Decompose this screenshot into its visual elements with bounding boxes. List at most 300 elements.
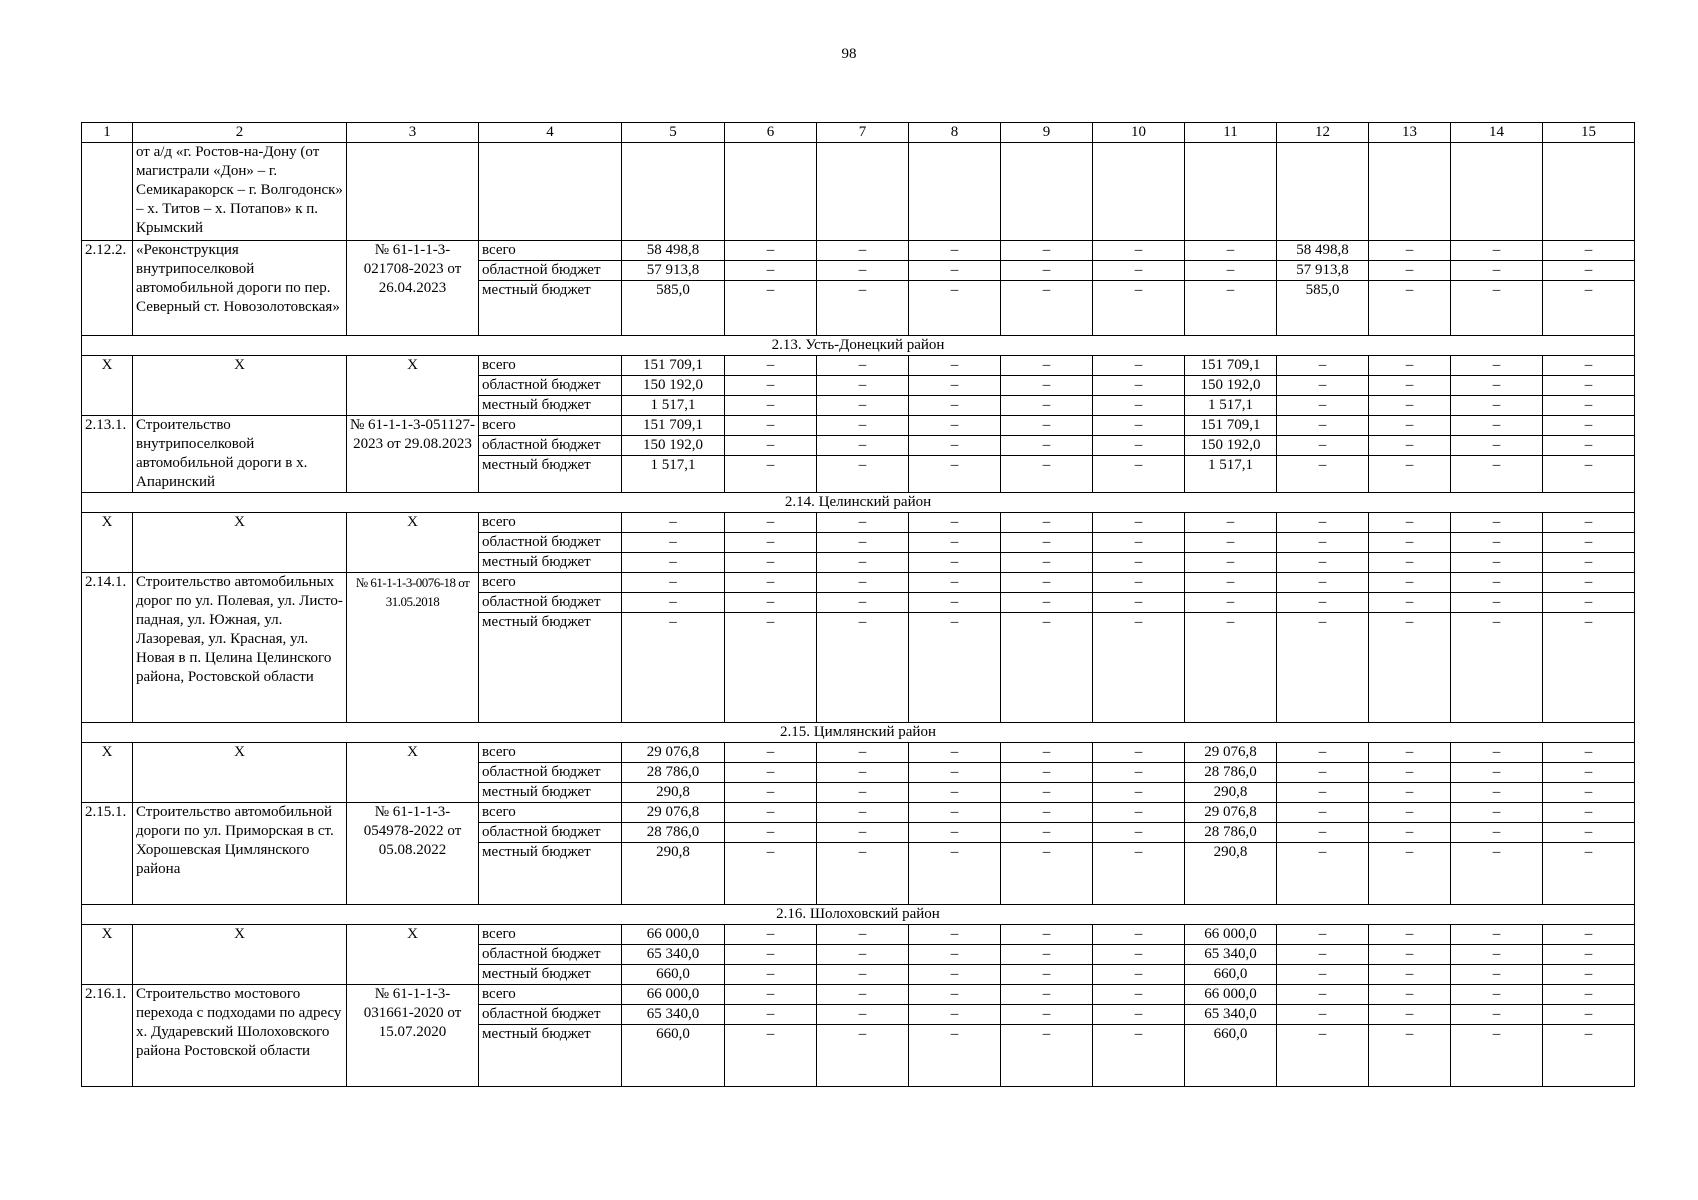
amount-cell: 585,0 [622, 281, 725, 336]
amount-cell: 290,8 [622, 843, 725, 905]
dash-cell: – [1451, 573, 1543, 593]
dash-cell: – [1543, 1025, 1635, 1087]
dash-cell: – [909, 356, 1001, 376]
dash-cell: – [909, 281, 1001, 336]
section-title: 2.14. Целинский район [82, 493, 1635, 513]
dash-cell: – [1543, 533, 1635, 553]
dash-cell: – [1369, 965, 1451, 985]
dash-cell: – [1277, 985, 1369, 1005]
dash-cell: – [1543, 416, 1635, 436]
section-title: 2.16. Шолоховский район [82, 905, 1635, 925]
amount-cell: 65 340,0 [1185, 1005, 1277, 1025]
budget-label: местный бюджет [479, 965, 622, 985]
dash-cell: – [909, 593, 1001, 613]
dash-cell: – [1093, 281, 1185, 336]
dash-cell: – [1001, 1025, 1093, 1087]
dash-cell: – [1277, 456, 1369, 493]
empty-cell [725, 143, 817, 241]
budget-label: областной бюджет [479, 533, 622, 553]
dash-cell: – [1277, 436, 1369, 456]
dash-cell: – [1093, 456, 1185, 493]
table-row [82, 803, 1635, 823]
amount-cell: 28 786,0 [1185, 823, 1277, 843]
dash-cell: – [725, 843, 817, 905]
budget-label: областной бюджет [479, 593, 622, 613]
dash-cell: – [1451, 843, 1543, 905]
amount-cell: 290,8 [1185, 843, 1277, 905]
budget-label: всего [479, 985, 622, 1005]
budget-label: всего [479, 743, 622, 763]
dash-cell: – [1543, 356, 1635, 376]
dash-cell: – [1369, 945, 1451, 965]
section-title: 2.13. Усть-Донецкий район [82, 336, 1635, 356]
dash-cell: – [725, 376, 817, 396]
dash-cell: – [725, 783, 817, 803]
budget-label: областной бюджет [479, 376, 622, 396]
dash-cell: – [725, 573, 817, 593]
dash-cell: – [1369, 803, 1451, 823]
dash-cell: – [817, 763, 909, 783]
dash-cell: – [1543, 613, 1635, 723]
item-number: 2.15.1. [82, 803, 133, 905]
dash-cell: – [817, 573, 909, 593]
empty-cell [909, 143, 1001, 241]
dash-cell: – [1369, 456, 1451, 493]
dash-cell: – [725, 356, 817, 376]
table-row [82, 513, 1635, 533]
dash-cell: – [1277, 1025, 1369, 1087]
budget-label: всего [479, 241, 622, 261]
dash-cell: – [1369, 985, 1451, 1005]
amount-cell: 28 786,0 [622, 823, 725, 843]
dash-cell: – [1093, 356, 1185, 376]
item-number: 2.14.1. [82, 573, 133, 723]
dash-cell: – [1093, 533, 1185, 553]
dash-cell: – [909, 376, 1001, 396]
dash-cell: – [817, 281, 909, 336]
dash-cell: – [1093, 783, 1185, 803]
dash-cell: – [1093, 593, 1185, 613]
x-marker: X [82, 513, 133, 573]
budget-table [81, 122, 1635, 1087]
dash-cell: – [1185, 241, 1277, 261]
dash-cell: – [1369, 925, 1451, 945]
dash-cell: – [909, 241, 1001, 261]
dash-cell: – [1543, 593, 1635, 613]
dash-cell: – [1001, 763, 1093, 783]
amount-cell: 28 786,0 [622, 763, 725, 783]
dash-cell: – [1369, 356, 1451, 376]
dash-cell: – [1543, 743, 1635, 763]
empty-cell [479, 143, 622, 241]
header-cell: 10 [1093, 123, 1185, 143]
empty-cell [817, 143, 909, 241]
dash-cell: – [909, 416, 1001, 436]
amount-cell: 150 192,0 [622, 376, 725, 396]
budget-label: всего [479, 356, 622, 376]
dash-cell: – [817, 743, 909, 763]
dash-cell: – [622, 593, 725, 613]
item-number: 2.12.2. [82, 241, 133, 336]
dash-cell: – [725, 1005, 817, 1025]
table-row [82, 356, 1635, 376]
page-number: 98 [841, 46, 857, 62]
amount-cell: 150 192,0 [622, 436, 725, 456]
dash-cell: – [622, 573, 725, 593]
dash-cell: – [1277, 1005, 1369, 1025]
x-marker: X [82, 925, 133, 985]
budget-label: областной бюджет [479, 261, 622, 281]
amount-cell: 290,8 [1185, 783, 1277, 803]
dash-cell: – [1093, 803, 1185, 823]
dash-cell: – [909, 763, 1001, 783]
dash-cell: – [1277, 613, 1369, 723]
dash-cell: – [1451, 513, 1543, 533]
document-number: № 61-1-1-3-054978-2022 от 05.08.2022 [347, 803, 479, 905]
amount-cell: 151 709,1 [622, 356, 725, 376]
dash-cell: – [817, 613, 909, 723]
dash-cell: – [1451, 945, 1543, 965]
object-name: Строительство мостового перехода с подходами по адресу х. Дударевский Шолоховского района Ростовской области [133, 985, 347, 1087]
dash-cell: – [1093, 985, 1185, 1005]
dash-cell: – [1451, 456, 1543, 493]
dash-cell: – [725, 965, 817, 985]
dash-cell: – [909, 1005, 1001, 1025]
dash-cell: – [817, 843, 909, 905]
amount-cell: 65 340,0 [622, 1005, 725, 1025]
dash-cell: – [909, 553, 1001, 573]
dash-cell: – [1185, 613, 1277, 723]
amount-cell: 58 498,8 [622, 241, 725, 261]
dash-cell: – [725, 985, 817, 1005]
dash-cell: – [1093, 945, 1185, 965]
budget-label: местный бюджет [479, 396, 622, 416]
dash-cell: – [1543, 925, 1635, 945]
dash-cell: – [1001, 925, 1093, 945]
dash-cell: – [1369, 533, 1451, 553]
document-number: № 61-1-1-3-0076-18 от 31.05.2018 [347, 573, 479, 723]
x-marker: X [133, 513, 347, 573]
dash-cell: – [909, 456, 1001, 493]
header-cell: 3 [347, 123, 479, 143]
x-marker: X [347, 925, 479, 985]
dash-cell: – [1093, 513, 1185, 533]
dash-cell: – [1093, 416, 1185, 436]
amount-cell: 150 192,0 [1185, 436, 1277, 456]
budget-label: всего [479, 925, 622, 945]
dash-cell: – [817, 513, 909, 533]
dash-cell: – [1001, 965, 1093, 985]
dash-cell: – [1451, 763, 1543, 783]
dash-cell: – [1369, 783, 1451, 803]
dash-cell: – [725, 416, 817, 436]
dash-cell: – [1277, 843, 1369, 905]
dash-cell: – [1543, 553, 1635, 573]
dash-cell: – [725, 281, 817, 336]
dash-cell: – [817, 376, 909, 396]
dash-cell: – [1277, 823, 1369, 843]
dash-cell: – [1093, 241, 1185, 261]
dash-cell: – [1543, 513, 1635, 533]
dash-cell: – [1543, 281, 1635, 336]
section-row [82, 493, 1635, 513]
amount-cell: 66 000,0 [1185, 985, 1277, 1005]
x-marker: X [347, 356, 479, 416]
dash-cell: – [1093, 1005, 1185, 1025]
budget-label: областной бюджет [479, 1005, 622, 1025]
x-marker: X [347, 513, 479, 573]
dash-cell: – [1277, 513, 1369, 533]
amount-cell: 660,0 [622, 965, 725, 985]
dash-cell: – [1093, 823, 1185, 843]
dash-cell: – [622, 533, 725, 553]
budget-label: местный бюджет [479, 843, 622, 905]
dash-cell: – [1001, 241, 1093, 261]
dash-cell: – [1001, 456, 1093, 493]
table-row [82, 416, 1635, 436]
dash-cell: – [1001, 513, 1093, 533]
object-name: Строительство автомобильной дороги по ул. Приморская в ст. Хорошевская Цимлянского района [133, 803, 347, 905]
header-cell: 14 [1451, 123, 1543, 143]
amount-cell: 29 076,8 [1185, 803, 1277, 823]
dash-cell: – [725, 553, 817, 573]
table-row [82, 573, 1635, 593]
budget-label: областной бюджет [479, 436, 622, 456]
dash-cell: – [1543, 843, 1635, 905]
dash-cell: – [725, 436, 817, 456]
dash-cell: – [1369, 1025, 1451, 1087]
dash-cell: – [725, 593, 817, 613]
dash-cell: – [725, 743, 817, 763]
dash-cell: – [1001, 593, 1093, 613]
section-row [82, 905, 1635, 925]
dash-cell: – [817, 553, 909, 573]
dash-cell: – [1277, 376, 1369, 396]
dash-cell: – [1093, 965, 1185, 985]
dash-cell: – [1451, 356, 1543, 376]
dash-cell: – [725, 803, 817, 823]
dash-cell: – [1543, 1005, 1635, 1025]
dash-cell: – [1543, 573, 1635, 593]
amount-cell: 57 913,8 [1277, 261, 1369, 281]
header-cell: 9 [1001, 123, 1093, 143]
dash-cell: – [1277, 416, 1369, 436]
dash-cell: – [1277, 925, 1369, 945]
dash-cell: – [1451, 743, 1543, 763]
dash-cell: – [725, 396, 817, 416]
empty-cell [1185, 143, 1277, 241]
x-marker: X [133, 925, 347, 985]
budget-label: местный бюджет [479, 613, 622, 723]
dash-cell: – [909, 396, 1001, 416]
dash-cell: – [1001, 1005, 1093, 1025]
dash-cell: – [1093, 743, 1185, 763]
amount-cell: 1 517,1 [1185, 396, 1277, 416]
dash-cell: – [1277, 533, 1369, 553]
dash-cell: – [725, 533, 817, 553]
amount-cell: 151 709,1 [1185, 356, 1277, 376]
budget-label: местный бюджет [479, 783, 622, 803]
dash-cell: – [1001, 823, 1093, 843]
dash-cell: – [909, 985, 1001, 1005]
dash-cell: – [909, 843, 1001, 905]
amount-cell: 290,8 [622, 783, 725, 803]
dash-cell: – [909, 513, 1001, 533]
dash-cell: – [817, 356, 909, 376]
dash-cell: – [817, 925, 909, 945]
dash-cell: – [1543, 783, 1635, 803]
dash-cell: – [1369, 743, 1451, 763]
dash-cell: – [1001, 843, 1093, 905]
dash-cell: – [909, 783, 1001, 803]
dash-cell: – [1369, 1005, 1451, 1025]
item-number: 2.13.1. [82, 416, 133, 493]
dash-cell: – [1369, 843, 1451, 905]
dash-cell: – [1093, 396, 1185, 416]
dash-cell: – [1093, 553, 1185, 573]
dash-cell: – [725, 1025, 817, 1087]
dash-cell: – [1451, 416, 1543, 436]
dash-cell: – [817, 261, 909, 281]
header-cell: 12 [1277, 123, 1369, 143]
budget-label: местный бюджет [479, 281, 622, 336]
amount-cell: 66 000,0 [1185, 925, 1277, 945]
dash-cell: – [1451, 281, 1543, 336]
budget-label: областной бюджет [479, 763, 622, 783]
dash-cell: – [725, 241, 817, 261]
dash-cell: – [1451, 1025, 1543, 1087]
dash-cell: – [1543, 456, 1635, 493]
header-cell: 2 [133, 123, 347, 143]
header-row [82, 123, 1635, 143]
dash-cell: – [1185, 573, 1277, 593]
dash-cell: – [1369, 593, 1451, 613]
empty-cell [622, 143, 725, 241]
amount-cell: 65 340,0 [622, 945, 725, 965]
dash-cell: – [817, 416, 909, 436]
dash-cell: – [817, 1005, 909, 1025]
table-row [82, 743, 1635, 763]
dash-cell: – [1001, 553, 1093, 573]
dash-cell: – [817, 965, 909, 985]
amount-cell: 1 517,1 [622, 456, 725, 493]
amount-cell: 1 517,1 [622, 396, 725, 416]
amount-cell: 66 000,0 [622, 985, 725, 1005]
dash-cell: – [909, 1025, 1001, 1087]
dash-cell: – [1185, 513, 1277, 533]
dash-cell: – [1001, 573, 1093, 593]
dash-cell: – [1093, 925, 1185, 945]
dash-cell: – [1543, 985, 1635, 1005]
dash-cell: – [1185, 553, 1277, 573]
dash-cell: – [1001, 396, 1093, 416]
dash-cell: – [1451, 436, 1543, 456]
header-cell: 1 [82, 123, 133, 143]
dash-cell: – [1369, 396, 1451, 416]
header-cell: 6 [725, 123, 817, 143]
dash-cell: – [1451, 985, 1543, 1005]
dash-cell: – [1369, 281, 1451, 336]
document-number: № 61-1-1-3-031661-2020 от 15.07.2020 [347, 985, 479, 1087]
section-row [82, 336, 1635, 356]
dash-cell: – [1369, 241, 1451, 261]
budget-label: местный бюджет [479, 456, 622, 493]
dash-cell: – [817, 436, 909, 456]
amount-cell: 28 786,0 [1185, 763, 1277, 783]
dash-cell: – [1543, 436, 1635, 456]
dash-cell: – [1277, 743, 1369, 763]
dash-cell: – [1369, 436, 1451, 456]
dash-cell: – [1001, 261, 1093, 281]
amount-cell: 57 913,8 [622, 261, 725, 281]
dash-cell: – [725, 945, 817, 965]
dash-cell: – [725, 613, 817, 723]
dash-cell: – [817, 783, 909, 803]
dash-cell: – [1277, 965, 1369, 985]
dash-cell: – [1001, 613, 1093, 723]
dash-cell: – [1185, 593, 1277, 613]
dash-cell: – [817, 593, 909, 613]
dash-cell: – [1277, 783, 1369, 803]
dash-cell: – [1543, 396, 1635, 416]
dash-cell: – [1185, 261, 1277, 281]
dash-cell: – [909, 573, 1001, 593]
dash-cell: – [909, 803, 1001, 823]
header-cell: 7 [817, 123, 909, 143]
dash-cell: – [1451, 593, 1543, 613]
dash-cell: – [909, 261, 1001, 281]
dash-cell: – [1451, 925, 1543, 945]
dash-cell: – [1369, 613, 1451, 723]
item-number: 2.16.1. [82, 985, 133, 1087]
header-cell: 4 [479, 123, 622, 143]
dash-cell: – [1451, 553, 1543, 573]
dash-cell: – [1093, 763, 1185, 783]
empty-cell [1543, 143, 1635, 241]
dash-cell: – [725, 763, 817, 783]
amount-cell: 65 340,0 [1185, 945, 1277, 965]
dash-cell: – [1451, 241, 1543, 261]
dash-cell: – [1369, 553, 1451, 573]
dash-cell: – [1451, 783, 1543, 803]
empty-cell [1093, 143, 1185, 241]
dash-cell: – [817, 803, 909, 823]
amount-cell: 29 076,8 [1185, 743, 1277, 763]
budget-label: местный бюджет [479, 553, 622, 573]
dash-cell: – [909, 823, 1001, 843]
dash-cell: – [1277, 803, 1369, 823]
dash-cell: – [817, 823, 909, 843]
dash-cell: – [1001, 533, 1093, 553]
dash-cell: – [1451, 376, 1543, 396]
section-title: 2.15. Цимлянский район [82, 723, 1635, 743]
dash-cell: – [1277, 356, 1369, 376]
empty-cell [1001, 143, 1093, 241]
dash-cell: – [1369, 763, 1451, 783]
dash-cell: – [1451, 803, 1543, 823]
object-name: Строительство внутрипоселковой автомобильной дороги в х. Апаринский [133, 416, 347, 493]
amount-cell: 660,0 [622, 1025, 725, 1087]
dash-cell: – [817, 945, 909, 965]
x-marker: X [133, 743, 347, 803]
amount-cell: 58 498,8 [1277, 241, 1369, 261]
dash-cell: – [1001, 416, 1093, 436]
dash-cell: – [1093, 261, 1185, 281]
dash-cell: – [1277, 553, 1369, 573]
dash-cell: – [1001, 436, 1093, 456]
dash-cell: – [1277, 396, 1369, 416]
dash-cell: – [1001, 743, 1093, 763]
